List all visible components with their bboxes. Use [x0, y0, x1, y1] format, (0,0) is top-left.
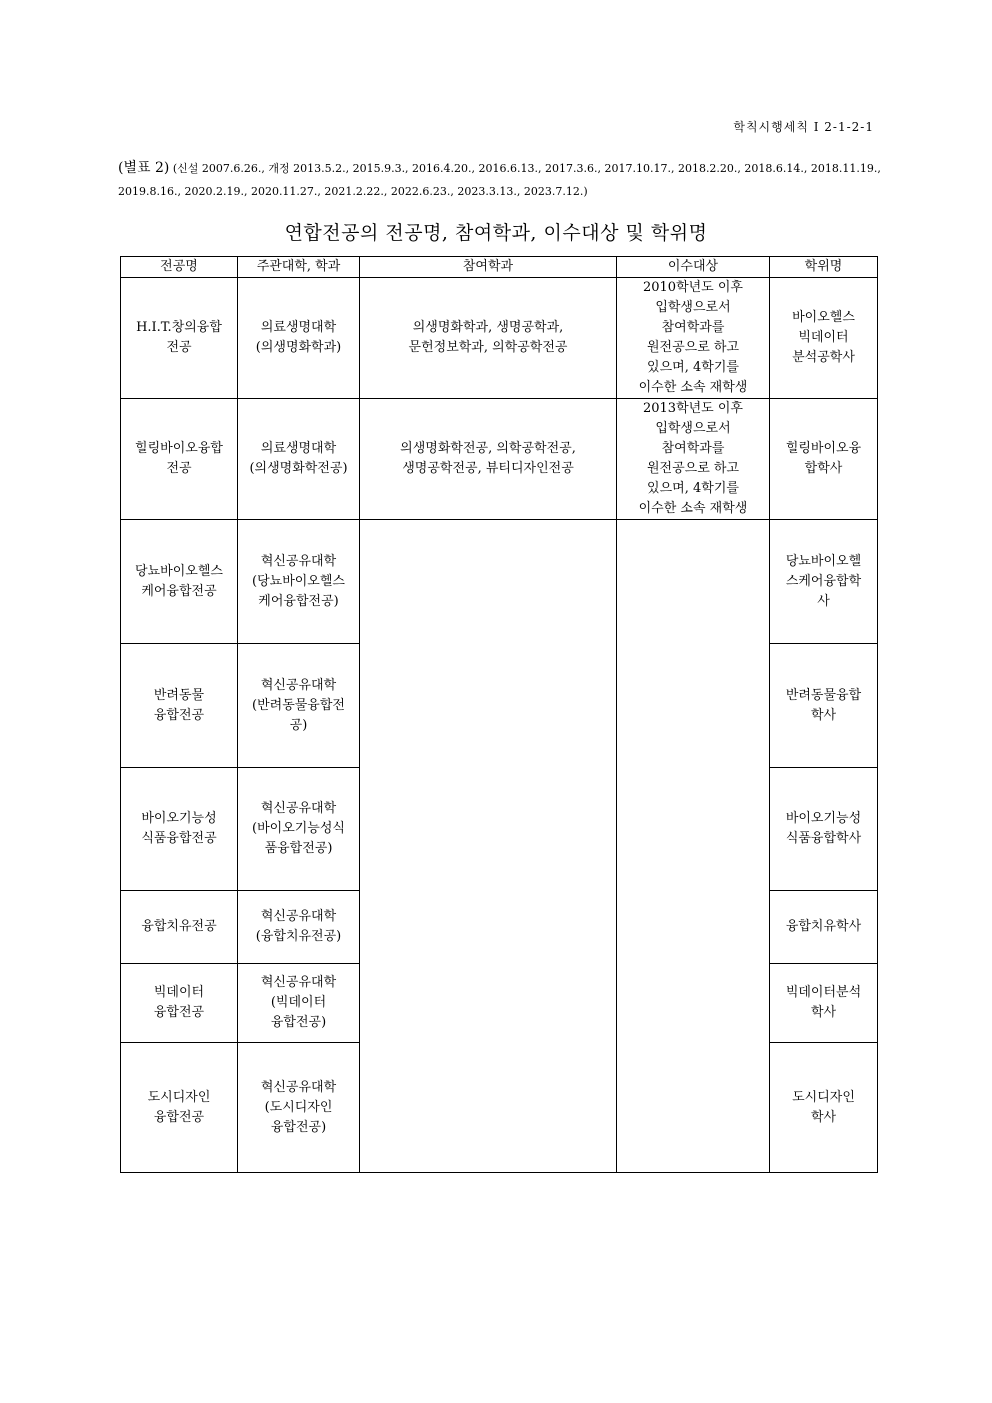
- host-college: 혁신공유대학 (바이오기능성식 품융합전공): [238, 768, 360, 891]
- participating-departments: 의생명화학과, 생명공학과, 문헌정보학과, 의학공학전공: [360, 278, 617, 399]
- eligibility-merged: [617, 520, 770, 1173]
- major-name: 반려동물 융합전공: [121, 644, 238, 768]
- host-college: 혁신공유대학 (반려동물융합전 공): [238, 644, 360, 768]
- host-college: 의료생명대학 (의생명화학과): [238, 278, 360, 399]
- host-college: 혁신공유대학 (빅데이터 융합전공): [238, 964, 360, 1043]
- degree-name: 도시디자인 학사: [770, 1043, 878, 1173]
- table-header-row: [121, 257, 878, 278]
- joint-majors-table: [120, 256, 878, 1173]
- participating-departments: 의생명화학전공, 의학공학전공, 생명공학전공, 뷰티디자인전공: [360, 399, 617, 520]
- degree-name: 바이오헬스 빅데이터 분석공학사: [770, 278, 878, 399]
- degree-name: 융합치유학사: [770, 891, 878, 964]
- amendment-history: [118, 157, 888, 203]
- major-name: 융합치유전공: [121, 891, 238, 964]
- major-name: 빅데이터 융합전공: [121, 964, 238, 1043]
- header-major: 전공명: [121, 257, 238, 278]
- participating-departments-merged: [360, 520, 617, 1173]
- header-eligibility: 이수대상: [617, 257, 770, 278]
- eligibility: 2010학년도 이후 입학생으로서 참여학과를 원전공으로 하고 있으며, 4학기를 이수한 소속 재학생: [617, 278, 770, 399]
- header-participating-departments: 참여학과: [360, 257, 617, 278]
- amendment-dates: (신설 2007.6.26., 개정 2013.5.2., 2015.9.3., 2016.4.20., 2016.6.13., 2017.3.6., 2017.10.17., 2018.2.20., 2018.6.14., 2018.11.19., 2019.8.16., 2020.2.19., 2020.11.27., 2021.2.22., 2022.6.23., 2023.3.13., 2023.7.12.): [118, 162, 881, 198]
- degree-name: 반려동물융합 학사: [770, 644, 878, 768]
- major-name: H.I.T.창의융합 전공: [121, 278, 238, 399]
- table-row: [121, 520, 878, 644]
- major-name: 힐링바이오융합 전공: [121, 399, 238, 520]
- degree-name: 빅데이터분석 학사: [770, 964, 878, 1043]
- document-title: 연합전공의 전공명, 참여학과, 이수대상 및 학위명: [284, 222, 708, 244]
- host-college: 혁신공유대학 (도시디자인 융합전공): [238, 1043, 360, 1173]
- host-college: 혁신공유대학 (융합치유전공): [238, 891, 360, 964]
- host-college: 의료생명대학 (의생명화학전공): [238, 399, 360, 520]
- appendix-label: (별표 2): [118, 160, 170, 176]
- degree-name: 당뇨바이오헬 스케어융합학 사: [770, 520, 878, 644]
- major-name: 바이오기능성 식품융합전공: [121, 768, 238, 891]
- host-college: 혁신공유대학 (당뇨바이오헬스 케어융합전공): [238, 520, 360, 644]
- degree-name: 힐링바이오융 합학사: [770, 399, 878, 520]
- eligibility: 2013학년도 이후 입학생으로서 참여학과를 원전공으로 하고 있으며, 4학기를 이수한 소속 재학생: [617, 399, 770, 520]
- header-degree: 학위명: [770, 257, 878, 278]
- major-name: 도시디자인 융합전공: [121, 1043, 238, 1173]
- table-row: [121, 278, 878, 399]
- table-row: [121, 399, 878, 520]
- degree-name: 바이오기능성 식품융합학사: [770, 768, 878, 891]
- regulation-page-reference: 학칙시행세칙 Ⅰ 2-1-2-1: [733, 120, 874, 134]
- major-name: 당뇨바이오헬스 케어융합전공: [121, 520, 238, 644]
- header-host-college: 주관대학, 학과: [238, 257, 360, 278]
